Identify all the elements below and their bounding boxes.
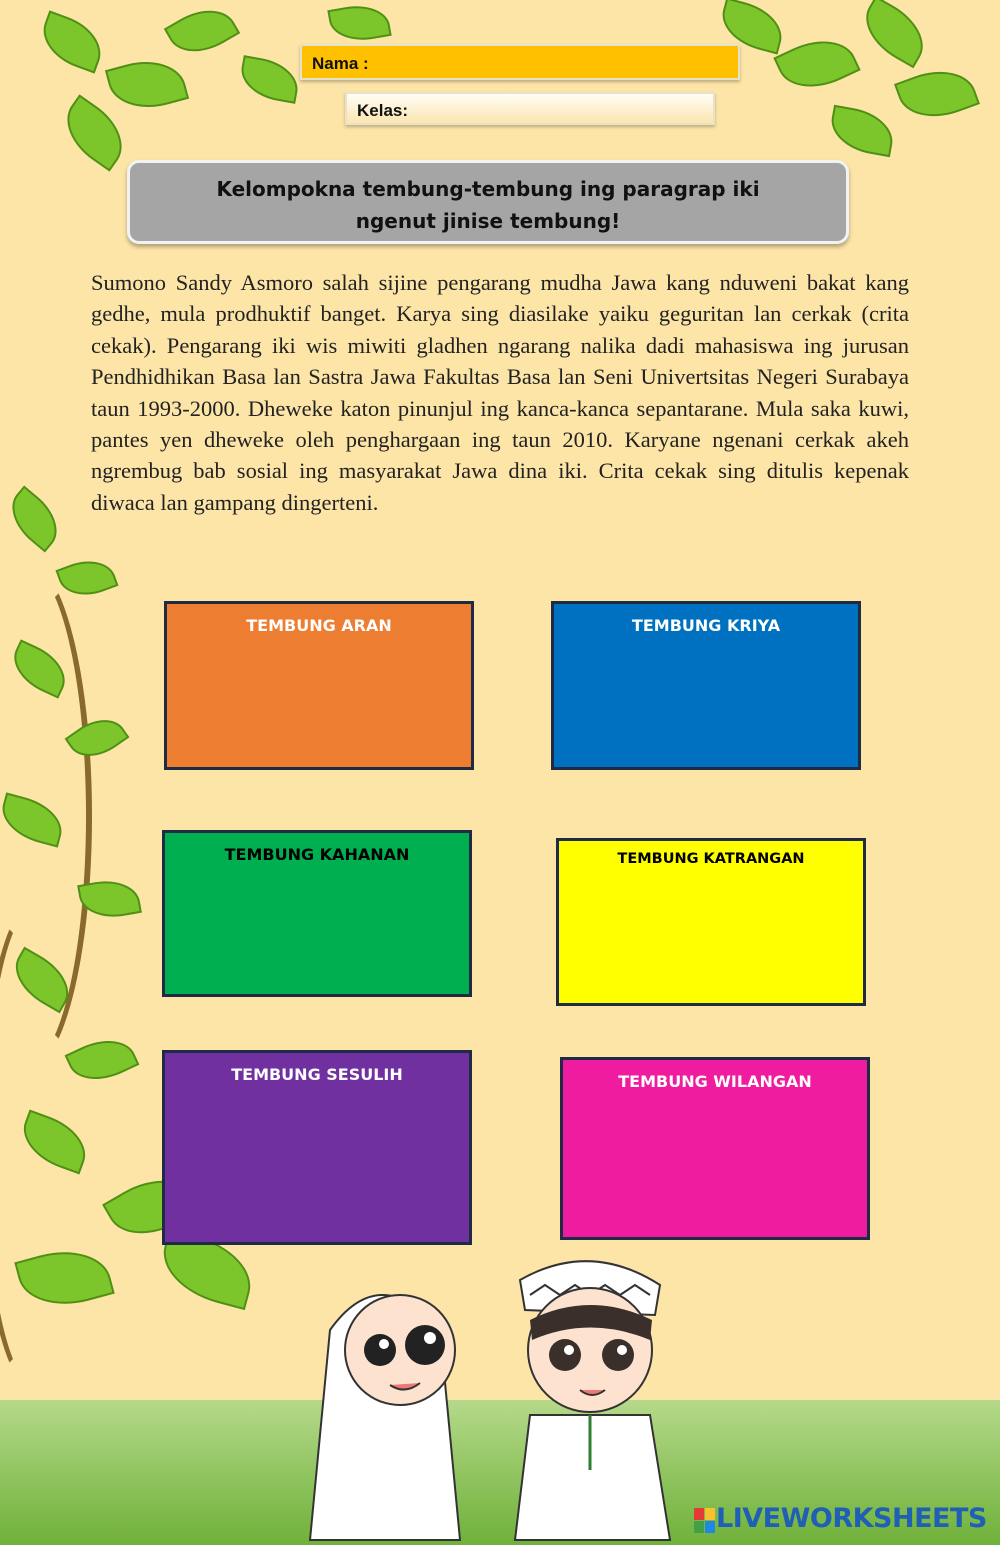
kelas-label: Kelas:	[357, 101, 409, 120]
box-title-wilangan: TEMBUNG WILANGAN	[618, 1072, 812, 1091]
reading-paragraph: Sumono Sandy Asmoro salah sijine pengarang mudha Jawa kang nduweni bakat kang gedhe, mula prodhuktif banget. Karya sing diasilake yaiku geguritan lan cerkak (crita cekak). Pengarang iki wis miwiti gladhen ngarang nalika dadi mahasiswa ing jurusan Pendhidhikan Basa lan Sastra Jawa Fakultas Basa lan Seni Univertsitas Negeri Surabaya taun 1993-2000. Dheweke katon pinunjul ing kanca-kanca sepantarane. Mula saka kuwi, pantes yen dheweke oleh penghargaan ing taun 2010. Karyane ngenani cerkak akeh ngrembug bab sosial ing masyarakat Jawa dina iki. Crita cekak sing ditulis kepenak diwaca lan gampang dingerteni.	[91, 270, 909, 515]
drop-box-tembung-wilangan[interactable]	[560, 1057, 870, 1240]
drop-box-tembung-katrangan[interactable]	[556, 838, 866, 1006]
box-title-kriya: TEMBUNG KRIYA	[631, 616, 781, 635]
instruction-line-1: Kelompokna tembung-tembung ing paragrap iki	[216, 177, 760, 201]
nama-field[interactable]	[300, 44, 740, 80]
instruction-line-2: ngenut jinise tembung!	[355, 209, 621, 233]
drop-box-tembung-aran[interactable]	[164, 601, 474, 770]
liveworksheets-logo-icon	[694, 1508, 716, 1534]
drop-box-tembung-kriya[interactable]	[551, 601, 861, 770]
instruction-banner	[127, 160, 849, 244]
drop-box-tembung-kahanan[interactable]	[162, 830, 472, 997]
box-title-aran: TEMBUNG ARAN	[246, 616, 392, 635]
kelas-field[interactable]	[345, 92, 715, 125]
nama-label: Nama :	[312, 54, 369, 73]
box-title-sesulih: TEMBUNG SESULIH	[231, 1065, 403, 1084]
children-illustration	[290, 1240, 710, 1545]
liveworksheets-logo: LIVEWORKSHEETS	[716, 1503, 987, 1534]
box-title-katrangan: TEMBUNG KATRANGAN	[617, 851, 805, 867]
box-title-kahanan: TEMBUNG KAHANAN	[224, 845, 410, 864]
drop-box-tembung-sesulih[interactable]	[162, 1050, 472, 1245]
